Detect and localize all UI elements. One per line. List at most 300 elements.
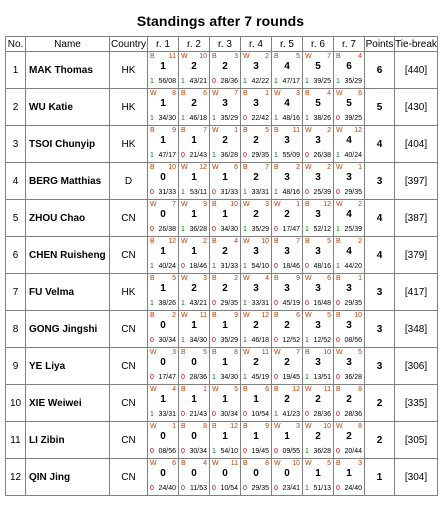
round-cumulative-points: 3 xyxy=(346,320,352,331)
round-score: 30/34 xyxy=(189,448,207,455)
player-tiebreak: [417] xyxy=(395,274,438,311)
round-game-result: 0 xyxy=(274,300,278,307)
round-result xyxy=(150,189,176,197)
round-cumulative-points: 3 xyxy=(315,172,321,183)
round-result xyxy=(305,152,331,160)
round-result xyxy=(181,485,207,493)
round-pairing xyxy=(212,312,238,320)
round-cumulative-points: 2 xyxy=(253,209,259,220)
player-name: BERG Matthias xyxy=(26,163,110,200)
player-number: 6 xyxy=(6,237,26,274)
round-cumulative-points: 4 xyxy=(346,246,352,257)
round-cumulative-points: 0 xyxy=(160,357,166,368)
player-country: HK xyxy=(110,126,148,163)
round-score: 48/16 xyxy=(282,189,300,196)
round-result xyxy=(181,448,207,456)
round-cell xyxy=(241,311,272,348)
round-cumulative-points: 1 xyxy=(222,357,228,368)
round-cumulative-points: 3 xyxy=(315,320,321,331)
round-opponent: 8 xyxy=(358,386,362,393)
round-cumulative-points: 3 xyxy=(253,283,259,294)
round-opponent: 6 xyxy=(172,460,176,467)
round-opponent: 2 xyxy=(327,164,331,171)
round-game-result: 1 xyxy=(212,115,216,122)
player-number: 7 xyxy=(6,274,26,311)
round-game-result: 0 xyxy=(181,374,185,381)
round-pairing xyxy=(274,423,300,431)
round-cell xyxy=(334,348,365,385)
round-result xyxy=(305,226,331,234)
header-row xyxy=(6,37,438,52)
round-cumulative-points: 2 xyxy=(253,357,259,368)
round-cumulative-points: 1 xyxy=(315,468,321,479)
round-cumulative-points: 1 xyxy=(253,394,259,405)
round-color: B xyxy=(305,349,310,356)
round-opponent: 1 xyxy=(358,164,362,171)
round-pairing xyxy=(150,127,176,135)
round-cell xyxy=(210,200,241,237)
round-cell xyxy=(303,237,334,274)
round-cell xyxy=(210,163,241,200)
round-result xyxy=(212,263,238,271)
round-opponent: 3 xyxy=(265,201,269,208)
round-result xyxy=(181,374,207,382)
header-name: Name xyxy=(26,37,110,52)
round-score: 09/55 xyxy=(282,448,300,455)
round-cell xyxy=(210,274,241,311)
round-cell xyxy=(210,348,241,385)
round-result xyxy=(212,152,238,160)
round-color: B xyxy=(181,423,186,430)
round-color: B xyxy=(274,53,279,60)
round-score: 22/42 xyxy=(251,115,269,122)
round-cell xyxy=(148,52,179,89)
round-game-result: 0 xyxy=(181,263,185,270)
round-score: 39/25 xyxy=(344,115,362,122)
round-cumulative-points: 2 xyxy=(222,283,228,294)
round-cumulative-points: 2 xyxy=(284,394,290,405)
round-result xyxy=(181,189,207,197)
player-number: 8 xyxy=(6,311,26,348)
round-pairing xyxy=(212,349,238,357)
round-result xyxy=(181,411,207,419)
round-color: B xyxy=(212,312,217,319)
round-result xyxy=(336,115,362,123)
player-points: 3 xyxy=(365,311,395,348)
round-color: W xyxy=(212,460,219,467)
round-score: 30/34 xyxy=(158,337,176,344)
round-opponent: 11 xyxy=(199,312,207,319)
round-cell xyxy=(334,200,365,237)
round-color: W xyxy=(336,127,343,134)
table-row xyxy=(6,200,438,237)
round-cumulative-points: 1 xyxy=(191,394,197,405)
player-points: 4 xyxy=(365,237,395,274)
player-name: WU Katie xyxy=(26,89,110,126)
round-cell xyxy=(334,385,365,422)
player-country: CN xyxy=(110,311,148,348)
round-opponent: 5 xyxy=(327,238,331,245)
round-game-result: 1 xyxy=(305,337,309,344)
round-cell xyxy=(179,422,210,459)
player-name: YE Liya xyxy=(26,348,110,385)
round-game-result: 1 xyxy=(274,189,278,196)
round-pairing xyxy=(336,386,362,394)
round-pairing xyxy=(212,386,238,394)
round-result xyxy=(243,152,269,160)
round-pairing xyxy=(212,238,238,246)
round-cell xyxy=(241,52,272,89)
round-color: B xyxy=(212,275,217,282)
round-game-result: 1 xyxy=(150,263,154,270)
round-result xyxy=(243,300,269,308)
player-number: 2 xyxy=(6,89,26,126)
round-game-result: 1 xyxy=(305,115,309,122)
round-cumulative-points: 0 xyxy=(160,468,166,479)
round-cumulative-points: 1 xyxy=(284,431,290,442)
header-no: No. xyxy=(6,37,26,52)
round-opponent: 9 xyxy=(234,312,238,319)
round-result xyxy=(336,189,362,197)
round-pairing xyxy=(305,275,331,283)
round-color: W xyxy=(305,53,312,60)
round-score: 33/31 xyxy=(158,411,176,418)
table-row xyxy=(6,52,438,89)
round-game-result: 1 xyxy=(274,78,278,85)
round-opponent: 11 xyxy=(292,127,300,134)
header-round-5: r. 5 xyxy=(272,37,303,52)
round-result xyxy=(274,337,300,345)
round-cumulative-points: 1 xyxy=(160,98,166,109)
round-color: B xyxy=(274,312,279,319)
round-score: 28/36 xyxy=(344,411,362,418)
round-result xyxy=(212,485,238,493)
round-opponent: 12 xyxy=(199,164,207,171)
round-result xyxy=(243,263,269,271)
round-game-result: 1 xyxy=(181,337,185,344)
round-color: B xyxy=(150,275,155,282)
round-result xyxy=(212,78,238,86)
player-country: D xyxy=(110,163,148,200)
round-pairing xyxy=(336,53,362,61)
round-cumulative-points: 1 xyxy=(222,209,228,220)
header-points: Points xyxy=(365,38,394,50)
round-color: W xyxy=(150,423,157,430)
round-opponent: 4 xyxy=(234,238,238,245)
round-pairing xyxy=(305,238,331,246)
round-opponent: 12 xyxy=(230,423,238,430)
player-number: 11 xyxy=(6,422,26,459)
round-opponent: 8 xyxy=(172,90,176,97)
round-result xyxy=(243,411,269,419)
round-game-result: 0 xyxy=(336,115,340,122)
round-pairing xyxy=(181,127,207,135)
round-opponent: 7 xyxy=(296,238,300,245)
round-result xyxy=(150,411,176,419)
round-pairing xyxy=(150,460,176,468)
round-opponent: 1 xyxy=(172,423,176,430)
round-game-result: 1 xyxy=(274,152,278,159)
round-score: 45/19 xyxy=(251,374,269,381)
round-score: 55/09 xyxy=(282,152,300,159)
round-game-result: 0 xyxy=(181,485,185,492)
round-cumulative-points: 3 xyxy=(315,357,321,368)
round-opponent: 7 xyxy=(203,127,207,134)
round-game-result: 1 xyxy=(336,152,340,159)
round-result xyxy=(336,226,362,234)
round-result xyxy=(181,78,207,86)
round-cell xyxy=(148,385,179,422)
round-opponent: 2 xyxy=(358,238,362,245)
round-cell xyxy=(148,126,179,163)
round-cell xyxy=(241,200,272,237)
round-color: B xyxy=(181,349,186,356)
round-game-result: 1 xyxy=(243,226,247,233)
round-color: B xyxy=(212,238,217,245)
round-pairing xyxy=(243,164,269,172)
round-pairing xyxy=(243,312,269,320)
round-result xyxy=(243,189,269,197)
player-points: 3 xyxy=(365,163,395,200)
round-result xyxy=(274,78,300,86)
round-cell xyxy=(148,237,179,274)
round-color: W xyxy=(305,460,312,467)
round-pairing xyxy=(305,460,331,468)
round-color: W xyxy=(305,312,312,319)
player-name: XIE Weiwei xyxy=(26,385,110,422)
round-pairing xyxy=(212,201,238,209)
round-game-result: 1 xyxy=(274,115,278,122)
round-color: B xyxy=(243,423,248,430)
round-pairing xyxy=(243,275,269,283)
round-score: 29/35 xyxy=(344,189,362,196)
round-cumulative-points: 1 xyxy=(253,431,259,442)
round-game-result: 1 xyxy=(243,337,247,344)
round-color: W xyxy=(243,312,250,319)
header-round-3: r. 3 xyxy=(210,37,241,52)
round-opponent: 1 xyxy=(358,275,362,282)
player-country: CN xyxy=(110,348,148,385)
round-score: 43/21 xyxy=(189,300,207,307)
round-cumulative-points: 3 xyxy=(315,209,321,220)
round-cell xyxy=(179,89,210,126)
round-opponent: 3 xyxy=(296,90,300,97)
round-color: W xyxy=(305,275,312,282)
round-cumulative-points: 0 xyxy=(284,468,290,479)
round-color: B xyxy=(243,460,248,467)
round-cell xyxy=(241,348,272,385)
player-number: 4 xyxy=(6,163,26,200)
round-opponent: 7 xyxy=(327,53,331,60)
round-game-result: 0 xyxy=(150,485,154,492)
player-name: CHEN Ruisheng xyxy=(26,237,110,274)
round-opponent: 9 xyxy=(172,127,176,134)
round-cell xyxy=(179,274,210,311)
round-pairing xyxy=(150,201,176,209)
round-result xyxy=(274,300,300,308)
round-score: 44/20 xyxy=(344,263,362,270)
round-game-result: 0 xyxy=(150,374,154,381)
round-cumulative-points: 5 xyxy=(315,61,321,72)
round-opponent: 10 xyxy=(230,201,238,208)
round-game-result: 0 xyxy=(212,226,216,233)
round-result xyxy=(150,115,176,123)
round-cumulative-points: 1 xyxy=(160,246,166,257)
round-pairing xyxy=(212,53,238,61)
player-tiebreak: [430] xyxy=(395,89,438,126)
round-cumulative-points: 5 xyxy=(315,98,321,109)
round-pairing xyxy=(274,312,300,320)
round-cell xyxy=(148,89,179,126)
round-cell xyxy=(179,126,210,163)
round-pairing xyxy=(336,127,362,135)
round-color: B xyxy=(274,127,279,134)
round-pairing xyxy=(150,275,176,283)
round-color: W xyxy=(212,164,219,171)
header-round-2: r. 2 xyxy=(179,37,210,52)
round-opponent: 1 xyxy=(296,201,300,208)
round-game-result: 1 xyxy=(305,78,309,85)
round-result xyxy=(336,485,362,493)
round-game-result: 0 xyxy=(212,78,216,85)
round-cell xyxy=(303,311,334,348)
round-cell xyxy=(148,422,179,459)
round-game-result: 1 xyxy=(336,226,340,233)
player-number: 3 xyxy=(6,126,26,163)
round-result xyxy=(212,337,238,345)
round-cell xyxy=(272,200,303,237)
round-cumulative-points: 2 xyxy=(253,172,259,183)
round-pairing xyxy=(212,460,238,468)
round-opponent: 3 xyxy=(296,423,300,430)
round-game-result: 0 xyxy=(212,337,216,344)
round-result xyxy=(150,448,176,456)
round-color: B xyxy=(243,164,248,171)
round-cumulative-points: 0 xyxy=(160,172,166,183)
round-score: 18/46 xyxy=(189,263,207,270)
round-result xyxy=(243,78,269,86)
header-round-4: r. 4 xyxy=(241,37,272,52)
round-cumulative-points: 2 xyxy=(191,98,197,109)
round-cell xyxy=(241,126,272,163)
round-result xyxy=(150,485,176,493)
round-score: 36/28 xyxy=(344,374,362,381)
round-opponent: 2 xyxy=(172,312,176,319)
round-cumulative-points: 0 xyxy=(191,357,197,368)
round-result xyxy=(336,374,362,382)
round-color: W xyxy=(150,386,157,393)
round-pairing xyxy=(181,53,207,61)
round-color: W xyxy=(243,349,250,356)
round-cumulative-points: 1 xyxy=(160,135,166,146)
round-result xyxy=(305,374,331,382)
round-pairing xyxy=(150,53,176,61)
round-score: 23/41 xyxy=(282,485,300,492)
round-game-result: 1 xyxy=(212,152,216,159)
round-cumulative-points: 1 xyxy=(191,246,197,257)
player-name: MAK Thomas xyxy=(26,52,110,89)
round-result xyxy=(150,226,176,234)
round-cumulative-points: 1 xyxy=(222,320,228,331)
round-cell xyxy=(334,422,365,459)
round-result xyxy=(150,300,176,308)
round-score: 35/29 xyxy=(251,226,269,233)
round-score: 39/25 xyxy=(313,78,331,85)
round-game-result: 0 xyxy=(212,189,216,196)
round-cell xyxy=(241,274,272,311)
round-cell xyxy=(334,311,365,348)
round-game-result: 0 xyxy=(336,189,340,196)
round-pairing xyxy=(212,164,238,172)
round-cell xyxy=(179,459,210,496)
table-row xyxy=(6,89,438,126)
round-color: B xyxy=(150,127,155,134)
round-game-result: 0 xyxy=(150,189,154,196)
round-cell xyxy=(272,163,303,200)
round-game-result: 0 xyxy=(181,448,185,455)
round-game-result: 0 xyxy=(212,300,216,307)
player-points: 3 xyxy=(365,348,395,385)
round-pairing xyxy=(150,386,176,394)
player-name: LI Zibin xyxy=(26,422,110,459)
round-opponent: 4 xyxy=(172,386,176,393)
round-opponent: 6 xyxy=(296,312,300,319)
round-color: W xyxy=(336,349,343,356)
round-opponent: 4 xyxy=(327,90,331,97)
round-color: B xyxy=(212,201,217,208)
round-game-result: 0 xyxy=(150,226,154,233)
round-game-result: 1 xyxy=(305,448,309,455)
round-cell xyxy=(148,274,179,311)
player-name: ZHOU Chao xyxy=(26,200,110,237)
round-pairing xyxy=(274,164,300,172)
round-game-result: 0 xyxy=(243,485,247,492)
round-score: 13/51 xyxy=(313,374,331,381)
round-cumulative-points: 3 xyxy=(346,172,352,183)
round-cell xyxy=(210,126,241,163)
round-score: 33/31 xyxy=(251,189,269,196)
round-score: 24/40 xyxy=(344,485,362,492)
round-cumulative-points: 2 xyxy=(284,209,290,220)
round-color: B xyxy=(181,127,186,134)
round-opponent: 3 xyxy=(203,275,207,282)
round-color: B xyxy=(336,53,341,60)
round-result xyxy=(305,263,331,271)
round-pairing xyxy=(274,201,300,209)
player-tiebreak: [304] xyxy=(395,459,438,496)
round-game-result: 0 xyxy=(243,152,247,159)
player-tiebreak: [404] xyxy=(395,126,438,163)
round-color: W xyxy=(150,201,157,208)
round-game-result: 0 xyxy=(181,152,185,159)
player-points: 5 xyxy=(365,89,395,126)
round-color: W xyxy=(274,90,281,97)
player-tiebreak: [387] xyxy=(395,200,438,237)
round-cumulative-points: 3 xyxy=(284,246,290,257)
round-pairing xyxy=(274,386,300,394)
round-cell xyxy=(148,459,179,496)
round-pairing xyxy=(243,238,269,246)
round-game-result: 0 xyxy=(243,115,247,122)
player-points: 4 xyxy=(365,200,395,237)
player-tiebreak: [397] xyxy=(395,163,438,200)
table-row xyxy=(6,348,438,385)
round-opponent: 6 xyxy=(234,164,238,171)
round-game-result: 0 xyxy=(243,411,247,418)
table-row xyxy=(6,422,438,459)
round-game-result: 0 xyxy=(336,374,340,381)
round-game-result: 1 xyxy=(181,189,185,196)
